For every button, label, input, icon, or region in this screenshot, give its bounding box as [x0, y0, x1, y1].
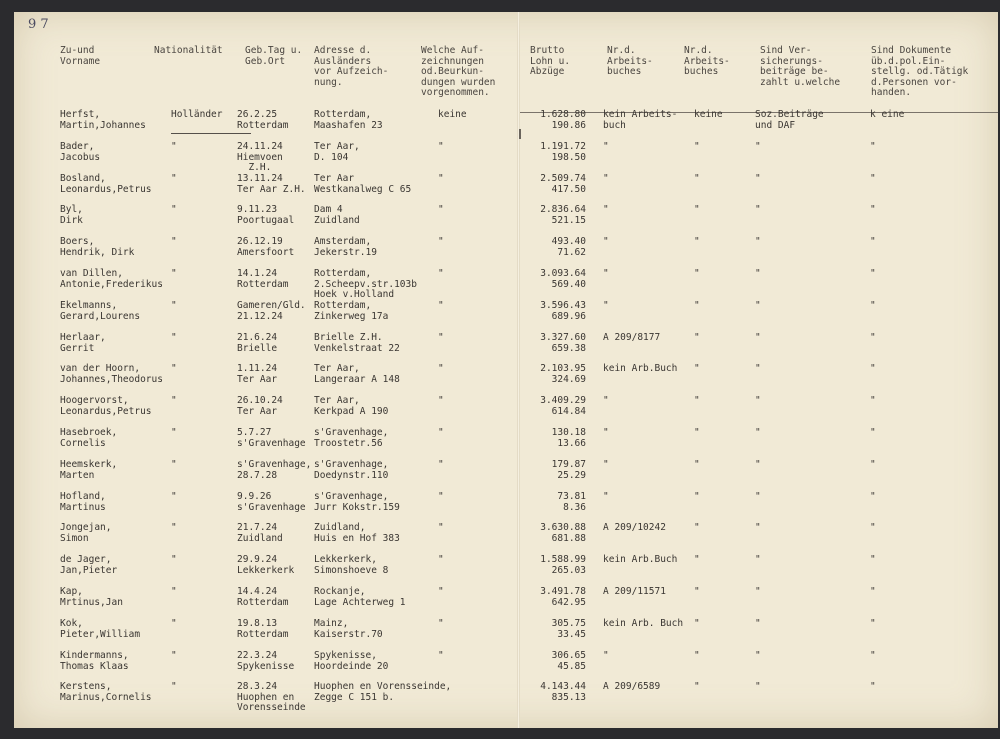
- cell-nationality: ": [171, 141, 177, 152]
- cell-workbook2: ": [694, 141, 700, 152]
- cell-address: Ter Aar, Langeraar A 148: [314, 363, 400, 385]
- cell-records: ": [438, 522, 444, 533]
- cell-records: ": [438, 618, 444, 629]
- cell-nationality: ": [171, 332, 177, 343]
- cell-address: Brielle Z.H. Venkelstraat 22: [314, 332, 400, 354]
- header-birth: Geb.Tag u. Geb.Ort: [245, 45, 303, 67]
- cell-nationality: ": [171, 491, 177, 502]
- cell-records: ": [438, 236, 444, 247]
- cell-address: s'Gravenhage, Jurr Kokstr.159: [314, 491, 400, 513]
- cell-workbook: ": [603, 491, 609, 502]
- cell-documents: ": [870, 459, 876, 470]
- cell-wage: 4.143.44 835.13: [540, 681, 586, 703]
- cell-workbook: kein Arb. Buch: [603, 618, 684, 629]
- cell-workbook2: ": [694, 491, 700, 502]
- cell-insurance: ": [755, 300, 761, 311]
- cell-insurance: ": [755, 204, 761, 215]
- cell-documents: ": [870, 300, 876, 311]
- cell-nationality: ": [171, 459, 177, 470]
- cell-name: Kok, Pieter,William: [60, 618, 141, 640]
- cell-birth: 24.11.24 Hiemvoen Z.H.: [237, 141, 283, 173]
- cell-records: ": [438, 332, 444, 343]
- cell-address: Ter Aar Westkanalweg C 65: [314, 173, 412, 195]
- cell-records: ": [438, 459, 444, 470]
- cell-name: de Jager, Jan,Pieter: [60, 554, 118, 576]
- cell-workbook: A 209/11571: [603, 586, 666, 597]
- document-sheet: [14, 12, 998, 728]
- cell-birth: 9.11.23 Poortugaal: [237, 204, 295, 226]
- cell-address: Ter Aar, Kerkpad A 190: [314, 395, 389, 417]
- cell-name: Kerstens, Marinus,Cornelis: [60, 681, 152, 703]
- cell-birth: 19.8.13 Rotterdam: [237, 618, 289, 640]
- cell-wage: 305.75 33.45: [551, 618, 586, 640]
- cell-documents: ": [870, 427, 876, 438]
- cell-records: ": [438, 427, 444, 438]
- cell-workbook2: ": [694, 650, 700, 661]
- cell-workbook2: ": [694, 618, 700, 629]
- cell-insurance: ": [755, 586, 761, 597]
- cell-birth: 26.12.19 Amersfoort: [237, 236, 295, 258]
- cell-birth: 5.7.27 s'Gravenhage: [237, 427, 306, 449]
- header-wage: Brutto Lohn u. Abzüge: [530, 45, 571, 77]
- cell-name: Heemskerk, Marten: [60, 459, 118, 481]
- cell-workbook: kein Arbeits- buch: [603, 109, 678, 131]
- cell-records: ": [438, 268, 444, 279]
- cell-records: ": [438, 586, 444, 597]
- cell-insurance: Soz.Beiträge und DAF: [755, 109, 824, 131]
- cell-birth: 13.11.24 Ter Aar Z.H.: [237, 173, 306, 195]
- cell-name: Hofland, Martinus: [60, 491, 106, 513]
- cell-documents: ": [870, 522, 876, 533]
- cell-birth: 29.9.24 Lekkerkerk: [237, 554, 295, 576]
- cell-birth: 22.3.24 Spykenisse: [237, 650, 295, 672]
- margin-note: 9 7: [28, 17, 49, 32]
- cell-workbook2: ": [694, 586, 700, 597]
- cell-nationality: ": [171, 236, 177, 247]
- cell-wage: 3.093.64 569.40: [540, 268, 586, 290]
- cell-documents: ": [870, 586, 876, 597]
- cell-documents: ": [870, 618, 876, 629]
- cell-birth: 28.3.24 Huophen en Vorensseinde: [237, 681, 306, 713]
- cell-workbook: A 209/10242: [603, 522, 666, 533]
- cell-wage: 1.588.99 265.03: [540, 554, 586, 576]
- cell-records: ": [438, 141, 444, 152]
- cell-documents: ": [870, 332, 876, 343]
- cell-nationality: ": [171, 363, 177, 374]
- cell-name: Ekelmanns, Gerard,Lourens: [60, 300, 141, 322]
- cell-address: Zuidland, Huis en Hof 383: [314, 522, 400, 544]
- cell-records: ": [438, 491, 444, 502]
- cell-nationality: ": [171, 427, 177, 438]
- cell-insurance: ": [755, 618, 761, 629]
- cell-wage: 179.87 25.29: [551, 459, 586, 481]
- cell-workbook2: ": [694, 300, 700, 311]
- cell-wage: 2.509.74 417.50: [540, 173, 586, 195]
- cell-records: ": [438, 300, 444, 311]
- cell-nationality: ": [171, 300, 177, 311]
- cell-workbook2: ": [694, 522, 700, 533]
- cell-documents: ": [870, 236, 876, 247]
- cell-workbook2: ": [694, 268, 700, 279]
- cell-workbook: ": [603, 204, 609, 215]
- cell-records: ": [438, 204, 444, 215]
- cell-birth: 1.11.24 Ter Aar: [237, 363, 278, 385]
- cell-insurance: ": [755, 236, 761, 247]
- header-records: Welche Auf- zeichnungen od.Beurkun- dungen wurden vorgenommen.: [421, 45, 496, 98]
- header-workbook-2: Nr.d. Arbeits- buches: [684, 45, 730, 77]
- cell-birth: 26.10.24 Ter Aar: [237, 395, 283, 417]
- cell-documents: ": [870, 554, 876, 565]
- nationality-underline: [171, 133, 251, 134]
- cell-name: Herlaar, Gerrit: [60, 332, 106, 354]
- header-name: Zu-und Vorname: [60, 45, 101, 67]
- cell-birth: 21.7.24 Zuidland: [237, 522, 283, 544]
- cell-name: Byl, Dirk: [60, 204, 83, 226]
- cell-name: Bosland, Leonardus,Petrus: [60, 173, 152, 195]
- cell-nationality: Holländer: [171, 109, 223, 120]
- cell-birth: 26.2.25 Rotterdam: [237, 109, 289, 131]
- cell-workbook: kein Arb.Buch: [603, 554, 678, 565]
- cell-insurance: ": [755, 268, 761, 279]
- cell-address: Dam 4 Zuidland: [314, 204, 360, 226]
- cell-nationality: ": [171, 554, 177, 565]
- cell-name: Boers, Hendrik, Dirk: [60, 236, 135, 258]
- cell-insurance: ": [755, 427, 761, 438]
- cell-documents: k eine: [870, 109, 905, 120]
- cell-name: Bader, Jacobus: [60, 141, 101, 163]
- cell-workbook: ": [603, 427, 609, 438]
- cell-nationality: ": [171, 173, 177, 184]
- cell-records: ": [438, 363, 444, 374]
- cell-workbook2: ": [694, 427, 700, 438]
- cell-workbook: ": [603, 395, 609, 406]
- cell-birth: 21.6.24 Brielle: [237, 332, 278, 354]
- cell-nationality: ": [171, 395, 177, 406]
- cell-workbook: kein Arb.Buch: [603, 363, 678, 374]
- cell-birth: 9.9.26 s'Gravenhage: [237, 491, 306, 513]
- cell-nationality: ": [171, 586, 177, 597]
- cell-documents: ": [870, 681, 876, 692]
- cell-workbook: ": [603, 459, 609, 470]
- cell-documents: ": [870, 491, 876, 502]
- cell-workbook: A 209/8177: [603, 332, 661, 343]
- cell-wage: 493.40 71.62: [551, 236, 586, 258]
- cell-nationality: ": [171, 268, 177, 279]
- cell-documents: ": [870, 141, 876, 152]
- cell-insurance: ": [755, 363, 761, 374]
- cell-documents: ": [870, 268, 876, 279]
- cell-wage: 1.628.80 190.86: [540, 109, 586, 131]
- cell-address: Ter Aar, D. 104: [314, 141, 360, 163]
- cell-insurance: ": [755, 650, 761, 661]
- cell-address: Rotterdam, Zinkerweg 17a: [314, 300, 389, 322]
- cell-documents: ": [870, 173, 876, 184]
- cell-wage: 3.409.29 614.84: [540, 395, 586, 417]
- cell-documents: ": [870, 204, 876, 215]
- cell-birth: Gameren/Gld. 21.12.24: [237, 300, 306, 322]
- cell-name: Kap, Mrtinus,Jan: [60, 586, 123, 608]
- cell-wage: 2.836.64 521.15: [540, 204, 586, 226]
- header-documents: Sind Dokumente üb.d.pol.Ein- stellg. od.Tätigk d.Personen vor- handen.: [871, 45, 969, 98]
- cell-workbook2: ": [694, 363, 700, 374]
- cell-workbook: ": [603, 650, 609, 661]
- cell-address: Rockanje, Lage Achterweg 1: [314, 586, 406, 608]
- cell-nationality: ": [171, 681, 177, 692]
- cell-name: Hasebroek, Cornelis: [60, 427, 118, 449]
- cell-wage: 3.630.88 681.88: [540, 522, 586, 544]
- cell-birth: 14.4.24 Rotterdam: [237, 586, 289, 608]
- cell-workbook: ": [603, 141, 609, 152]
- cell-insurance: ": [755, 522, 761, 533]
- cell-workbook: ": [603, 236, 609, 247]
- cell-insurance: ": [755, 332, 761, 343]
- cell-workbook2: ": [694, 681, 700, 692]
- cell-nationality: ": [171, 618, 177, 629]
- cell-name: Jongejan, Simon: [60, 522, 112, 544]
- header-nationality: Nationalität: [154, 45, 223, 56]
- cell-wage: 1.191.72 198.50: [540, 141, 586, 163]
- cell-address: s'Gravenhage, Doedynstr.110: [314, 459, 389, 481]
- cell-address: Amsterdam, Jekerstr.19: [314, 236, 377, 258]
- cell-records: ": [438, 650, 444, 661]
- cell-wage: 3.596.43 689.96: [540, 300, 586, 322]
- cell-address: Spykenisse, Hoordeinde 20: [314, 650, 389, 672]
- cell-workbook2: ": [694, 173, 700, 184]
- cell-name: Herfst, Martin,Johannes: [60, 109, 146, 131]
- cell-records: ": [438, 173, 444, 184]
- cell-workbook2: ": [694, 204, 700, 215]
- cell-documents: ": [870, 363, 876, 374]
- cell-address: Rotterdam, 2.Scheepv.str.103b Hoek v.Holland: [314, 268, 417, 300]
- cell-records: keine: [438, 109, 467, 120]
- cell-workbook: ": [603, 300, 609, 311]
- cell-wage: 2.103.95 324.69: [540, 363, 586, 385]
- cell-workbook: A 209/6589: [603, 681, 661, 692]
- cell-birth: 14.1.24 Rotterdam: [237, 268, 289, 290]
- cell-workbook2: ": [694, 554, 700, 565]
- cell-address: Huophen en Vorensseinde, Zegge C 151 b.: [314, 681, 452, 703]
- cell-wage: 130.18 13.66: [551, 427, 586, 449]
- cell-records: ": [438, 395, 444, 406]
- cell-insurance: ": [755, 681, 761, 692]
- cell-workbook2: ": [694, 459, 700, 470]
- cell-wage: 306.65 45.85: [551, 650, 586, 672]
- cell-address: Lekkerkerk, Simonshoeve 8: [314, 554, 389, 576]
- cell-address: Mainz, Kaiserstr.70: [314, 618, 383, 640]
- cell-workbook2: ": [694, 395, 700, 406]
- cell-name: van der Hoorn, Johannes,Theodorus: [60, 363, 163, 385]
- cell-birth: s'Gravenhage, 28.7.28: [237, 459, 312, 481]
- cell-wage: 73.81 8.36: [557, 491, 586, 513]
- cell-insurance: ": [755, 395, 761, 406]
- cell-records: ": [438, 554, 444, 565]
- cell-address: Rotterdam, Maashafen 23: [314, 109, 383, 131]
- cell-workbook2: ": [694, 332, 700, 343]
- cell-workbook2: keine: [694, 109, 723, 120]
- cell-name: Kindermanns, Thomas Klaas: [60, 650, 129, 672]
- cell-documents: ": [870, 395, 876, 406]
- header-insurance: Sind Ver- sicherungs- beiträge be- zahlt u.welche: [760, 45, 841, 88]
- header-address: Adresse d. Ausländers vor Aufzeich- nung.: [314, 45, 389, 88]
- cell-workbook: ": [603, 268, 609, 279]
- cell-nationality: ": [171, 650, 177, 661]
- cell-workbook2: ": [694, 236, 700, 247]
- cell-name: Hoogervorst, Leonardus,Petrus: [60, 395, 152, 417]
- cell-insurance: ": [755, 459, 761, 470]
- cell-nationality: ": [171, 204, 177, 215]
- cell-insurance: ": [755, 491, 761, 502]
- cell-insurance: ": [755, 554, 761, 565]
- cell-documents: ": [870, 650, 876, 661]
- cell-insurance: ": [755, 173, 761, 184]
- cell-workbook: ": [603, 173, 609, 184]
- cell-wage: 3.327.60 659.38: [540, 332, 586, 354]
- cell-insurance: ": [755, 141, 761, 152]
- cell-nationality: ": [171, 522, 177, 533]
- cell-wage: 3.491.78 642.95: [540, 586, 586, 608]
- header-workbook: Nr.d. Arbeits- buches: [607, 45, 653, 77]
- cell-name: van Dillen, Antonie,Frederikus: [60, 268, 163, 290]
- cell-address: s'Gravenhage, Troostetr.56: [314, 427, 389, 449]
